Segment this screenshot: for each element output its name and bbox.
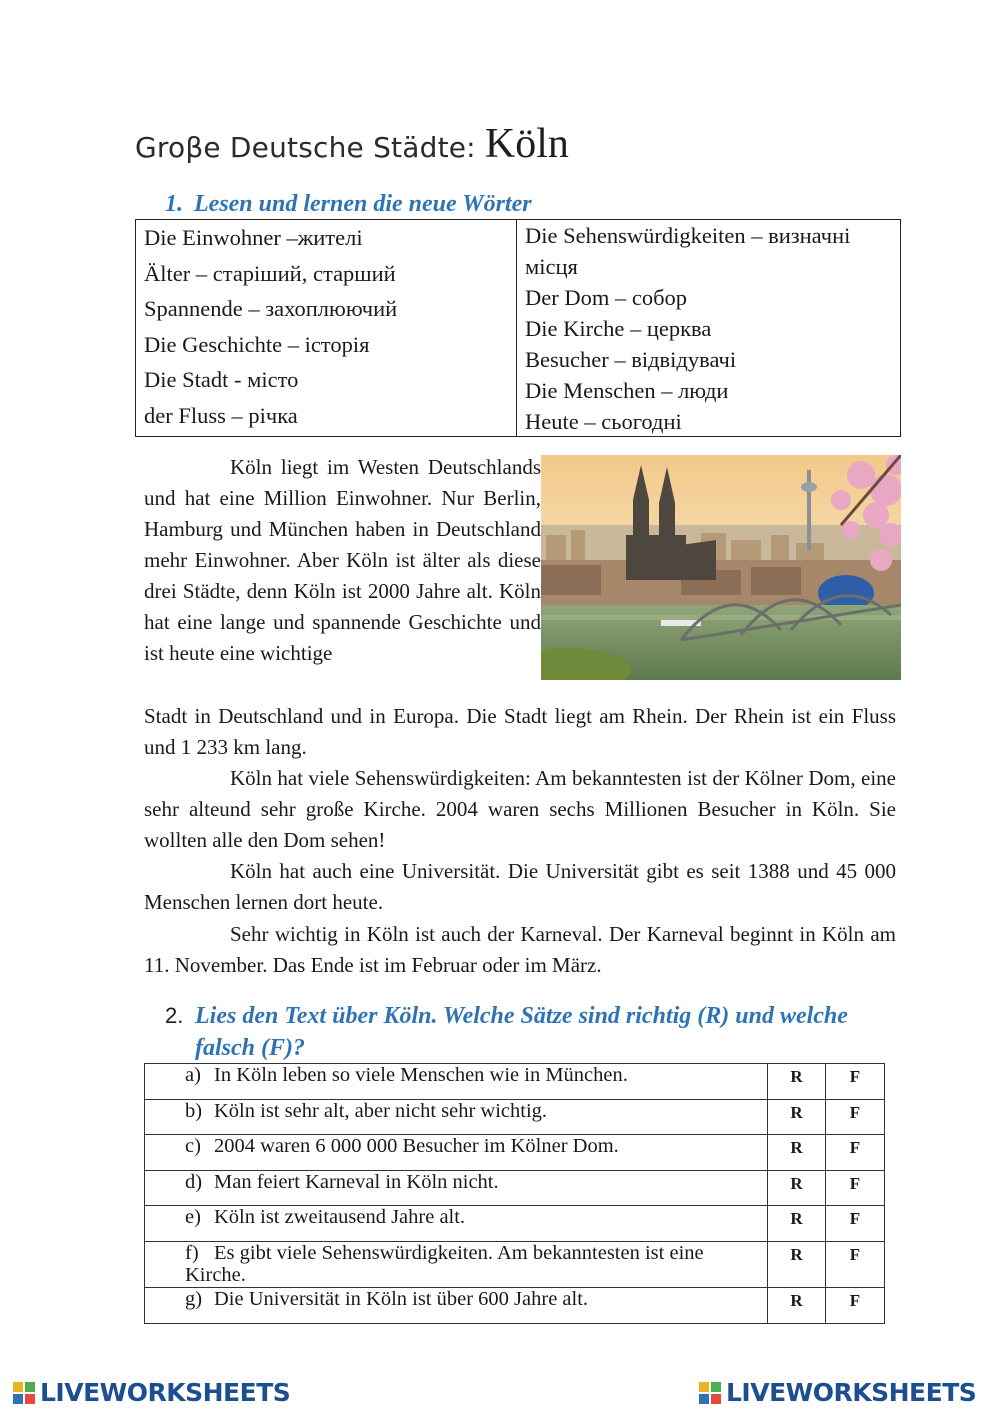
vocab-item: Die Einwohner –жителі bbox=[144, 225, 363, 250]
statement-label: e) bbox=[185, 1206, 201, 1228]
footer-brand-text: LIVEWORKSHEETS bbox=[726, 1378, 977, 1407]
vocab-item: Spannende – захоплюючий bbox=[144, 296, 398, 321]
section1-number: 1. bbox=[165, 191, 183, 217]
section2-number: 2. bbox=[165, 1003, 184, 1028]
answer-f-button[interactable]: F bbox=[826, 1242, 885, 1288]
vocabulary-left-column bbox=[136, 220, 517, 436]
statement-label: a) bbox=[185, 1064, 201, 1086]
statement-cell bbox=[145, 1206, 768, 1242]
answer-r-button[interactable]: R bbox=[768, 1135, 826, 1171]
reading-paragraph-2: Köln hat viele Sehenswürdigkeiten: Am bekanntesten ist der Kölner Dom, eine sehr alteund sehr große Kirche. 2004 waren sechs Millionen Besucher in Köln. Sie wollten alle den Dom sehen! bbox=[144, 766, 896, 852]
footer-brand-text: LIVEWORKSHEETS bbox=[40, 1378, 291, 1407]
reading-paragraph-3: Köln hat auch eine Universität. Die Universität gibt es seit 1388 und 45 000 Menschen lernen dort heute. bbox=[144, 859, 896, 914]
true-false-table bbox=[144, 1063, 885, 1324]
footer-brand-left[interactable] bbox=[12, 1378, 290, 1407]
section2-heading-text: Lies den Text über Köln. Welche Sätze sind richtig (R) und welche falsch (F)? bbox=[195, 1003, 848, 1061]
table-row bbox=[145, 1135, 885, 1171]
vocab-item: Die Sehenswürdigkeiten – визначні місця bbox=[525, 223, 851, 279]
liveworksheets-logo-icon bbox=[12, 1381, 36, 1405]
vocab-item: Die Stadt - місто bbox=[144, 367, 299, 392]
statement-text: Es gibt viele Sehenswürdigkeiten. Am bekanntesten ist eine Kirche. bbox=[185, 1242, 704, 1286]
reading-paragraph-4: Sehr wichtig in Köln ist auch der Karneval. Der Karneval beginnt in Köln am 11. November. Das Ende ist im Februar oder im März. bbox=[144, 922, 896, 977]
statement-text: Köln ist sehr alt, aber nicht sehr wichtig. bbox=[214, 1100, 548, 1122]
answer-r-button[interactable]: R bbox=[768, 1064, 826, 1100]
answer-r-button[interactable]: R bbox=[768, 1206, 826, 1242]
vocabulary-right-column bbox=[517, 220, 900, 436]
answer-r-button[interactable]: R bbox=[768, 1242, 826, 1288]
statement-label: g) bbox=[185, 1288, 203, 1310]
table-row bbox=[145, 1242, 885, 1288]
answer-f-button[interactable]: F bbox=[826, 1171, 885, 1206]
statement-label: d) bbox=[185, 1171, 203, 1193]
statement-cell bbox=[145, 1171, 768, 1206]
statement-text: Man feiert Karneval in Köln nicht. bbox=[214, 1171, 499, 1193]
statement-label: f) bbox=[185, 1242, 199, 1264]
vocabulary-table bbox=[135, 219, 901, 437]
answer-r-button[interactable]: R bbox=[768, 1288, 826, 1324]
section1-heading bbox=[165, 188, 532, 220]
table-row bbox=[145, 1171, 885, 1206]
cologne-skyline-illustration bbox=[541, 455, 901, 680]
table-row bbox=[145, 1288, 885, 1324]
statement-cell bbox=[145, 1064, 768, 1100]
statement-cell bbox=[145, 1242, 768, 1288]
statement-text: Die Universität in Köln ist über 600 Jahre alt. bbox=[214, 1288, 589, 1310]
vocab-item: Der Dom – собор bbox=[525, 285, 688, 310]
page-title bbox=[135, 120, 569, 168]
table-row bbox=[145, 1100, 885, 1135]
answer-r-button[interactable]: R bbox=[768, 1100, 826, 1135]
answer-f-button[interactable]: F bbox=[826, 1100, 885, 1135]
statement-cell bbox=[145, 1100, 768, 1135]
vocab-item: Die Menschen – люди bbox=[525, 378, 729, 403]
vocab-item: Älter – старіший, старший bbox=[144, 260, 396, 286]
vocab-item: Besucher – відвідувачі bbox=[525, 347, 737, 372]
title-city: Köln bbox=[484, 121, 569, 167]
reading-paragraph-1b: Stadt in Deutschland und in Europa. Die Stadt liegt am Rhein. Der Rhein ist ein Fluss und 1 233 km lang. bbox=[144, 704, 896, 759]
vocab-item: Heute – сьогодні bbox=[525, 409, 682, 434]
vocab-item: der Fluss – річка bbox=[144, 402, 298, 428]
section2-heading bbox=[165, 1000, 885, 1064]
answer-f-button[interactable]: F bbox=[826, 1206, 885, 1242]
answer-f-button[interactable]: F bbox=[826, 1135, 885, 1171]
statement-text: 2004 waren 6 000 000 Besucher im Kölner Dom. bbox=[214, 1135, 619, 1157]
vocab-item: Die Geschichte – історія bbox=[144, 331, 370, 357]
footer-brand-right[interactable] bbox=[698, 1378, 976, 1407]
answer-f-button[interactable]: F bbox=[826, 1064, 885, 1100]
statement-text: In Köln leben so viele Menschen wie in München. bbox=[214, 1064, 628, 1086]
statement-label: b) bbox=[185, 1100, 203, 1122]
answer-f-button[interactable]: F bbox=[826, 1288, 885, 1324]
liveworksheets-logo-icon bbox=[698, 1381, 722, 1405]
statement-cell bbox=[145, 1135, 768, 1171]
statement-cell bbox=[145, 1288, 768, 1324]
answer-r-button[interactable]: R bbox=[768, 1171, 826, 1206]
title-prefix: Groβe Deutsche Städte: bbox=[135, 131, 485, 164]
statement-text: Köln ist zweitausend Jahre alt. bbox=[214, 1206, 466, 1228]
reading-paragraph-1a: Köln liegt im Westen Deutschlands und hat eine Million Einwohner. Nur Berlin, Hamburg und München haben in Deutschland mehr Einwohner. Aber Köln ist älter als diese drei Städte, denn Köln ist 2000 Jahre alt. Köln hat eine lange und spannende Geschichte und ist heute eine wichtige bbox=[144, 455, 541, 665]
vocab-item: Die Kirche – церква bbox=[525, 316, 712, 341]
section1-heading-text: Lesen und lernen die neue Wörter bbox=[194, 191, 532, 217]
table-row bbox=[145, 1206, 885, 1242]
table-row bbox=[145, 1064, 885, 1100]
cologne-cathedral-photo bbox=[541, 455, 901, 680]
statement-label: c) bbox=[185, 1135, 201, 1157]
